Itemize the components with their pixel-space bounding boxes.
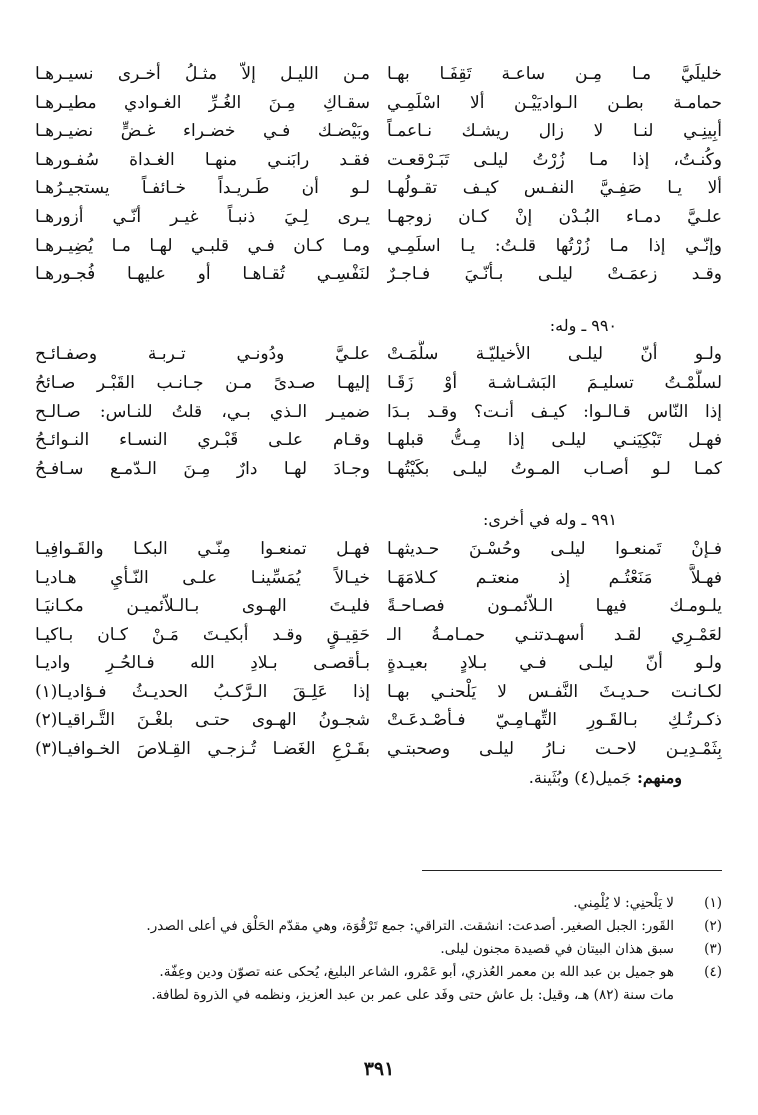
verse-line: ومـا كـان فـي قلبـي لهـا مـا يُضِيـرهـا (35, 235, 370, 256)
left-column (35, 60, 370, 764)
verse-line: كمـا لـو أصـاب المـوتُ ليلـى بكَيْتُهـا (387, 458, 722, 479)
verse-line: ذكـرتُـكِ بـالقَـورِ التِّهـامِـيّ فـأصْـدعَـتْ (387, 710, 722, 731)
poem-block-3-right (387, 535, 722, 764)
footnote (32, 892, 722, 915)
spacer (35, 483, 370, 506)
footnote-number: (٤) (704, 964, 722, 980)
poem-block-2-right (387, 340, 722, 483)
footnote (32, 961, 722, 984)
footnote-text: هو جميل بن عبد الله بن معمر العُذري، أبو عَمْرو، الشاعر البليغ، يُحكى عنه تصوّن ودين وعِفّة. (159, 964, 674, 980)
verse-line: إليهـا صـدىً مـن جـانـب القَبْـر صـائحُ (35, 372, 370, 393)
spacer (35, 289, 370, 312)
blank-line (35, 506, 370, 535)
footnotes (32, 892, 722, 1007)
intro-names: جَميل(٤) وبُثَينة. (528, 767, 632, 787)
page-number: ٣٩١ (363, 1058, 395, 1080)
verse-line: يـرى لِـيَ ذنبـاً غيـر أنّـي أزورهـا (35, 206, 370, 227)
verse-line: ضميـر الـذي بـي، قلتُ للنـاس: صـالـح (35, 401, 370, 422)
verse-line: وقـد زعمَـتْ ليلـى بـأنّـيَ فـاجـرٌ (387, 264, 722, 285)
verse-line: لعَمْـرِي لقـد أسهـدتنـي حمـامـةُ الـ (387, 624, 722, 645)
verse-line: إذا عَلِـقَ الـرَّكـبُ الحديـثُ فـؤاديـا(١) (35, 681, 370, 702)
right-column (387, 60, 722, 792)
verse-line: فليـتَ الهـوى بـالـلاّئميـن مكـانيَـا (35, 596, 370, 617)
verse-line: ألا يـا صَفِـيَّ النفـس كيـف تقـولُهـا (387, 178, 722, 199)
verse-line: فهـل تَبْكِيَنـي ليلـى إذا مِـتُّ قبلهـا (387, 430, 722, 451)
verse-line: وبَيْضـك فـي خضـراء غـضٍّ نضيـرهـا (35, 121, 370, 142)
verse-line: لنَفْسِـي تُقـاهـا أو عليهـا فُجـورهـا (35, 264, 370, 285)
verse-line: أبِينِـي لنـا لا زال ريشـك نـاعمـاً (387, 121, 722, 142)
verse-line: ولـو أنّ ليلـى الأخيليّـة سلَّمَـتْ (387, 344, 722, 365)
verse-line: بقَـرْعِ الغَضـا تُـزجـي القِـلاصَ الخـوافيـا(٣) (35, 739, 370, 760)
section-heading-990: ٩٩٠ ـ وله: (549, 315, 617, 335)
footnote-text: القَور: الجبل الصغير. أصدعت: انشقت. التراقي: جمع تَرْقُوَة، وهي مقدّم الحَلْق في أعلى الصدر. (146, 918, 674, 934)
verse-line: مـن الليـل إلاّ مثـلُ أخـرى نسيـرهـا (35, 64, 370, 84)
footnote (32, 915, 722, 938)
verse-line: فهـل تمنعـوا مِنّـي البكـا والقَـوافِيـا (35, 538, 370, 559)
verse-line: لكـانـت حـديـثَ النَّفـس لا يَلْحنـي بهـا (387, 681, 722, 702)
verse-line: بِثَمْـدِيـن لاحـت نـارُ ليلـى وصحبتـي (387, 739, 722, 760)
verse-line: خيـالاً يُمَسِّينـا علـى النّـأْيِ هـاديـا (35, 567, 370, 588)
poem-block-2-left (35, 340, 370, 483)
verse-line: إذا النّاس قـالـوا: كيـف أنـت؟ وقـد بـدَا (387, 401, 722, 422)
verse-line: وجـادَ لهـا دارٌ مِـنَ الـدّمـع سـافـحُ (35, 458, 370, 479)
verse-line: حَقِيـقٍ وقـد أبكيـتَ مَـنْ كـان بـاكيـا (35, 624, 370, 645)
verse-line: وإنّـي إذا مـا زُرْتُها قلـتُ: يـا اسلَمِـي (387, 235, 722, 256)
verse-line: فقـد رابَنـي منهـا الغـداة سُفـورهـا (35, 149, 370, 170)
poem-block-3-left (35, 535, 370, 764)
spacer (387, 483, 722, 506)
verse-line: سقـاكِ مِـنَ الغُـرِّ الغـوادي مطيـرهـا (35, 92, 370, 113)
footnote-text: سبق هذان البيتان في قصيدة مجنون ليلى. (440, 941, 674, 957)
footnote (32, 938, 722, 961)
verse-line: وكُنـتُ، إذا مـا زُرْتُ ليلـى تَبَـرْقعـت (387, 149, 722, 170)
blank-line (35, 312, 370, 341)
footnote-text: لا يَلْحنِي: لا يُلْمِني. (573, 895, 674, 911)
footnote-divider (422, 870, 722, 871)
verse-line: لسلَّمْـتُ تسليـمَ البَشـاشـة أوْ زَقَـا (387, 372, 722, 393)
verse-line: بـأقصـى بـلادِ الله فـالحُـرِ واديـا (35, 653, 370, 674)
section-heading-991: ٩٩١ ـ وله في أخرى: (482, 510, 617, 530)
verse-line: علـيَّ دمـاء البُـدْن إنْ كـان زوجهـا (387, 206, 722, 227)
verse-line: فهـلاَّ مَنَعْتُـم إذ منعتـم كـلامَهَـا (387, 567, 722, 588)
verse-line: ولـو أنّ ليلـى فـي بـلادٍ بعيـدةٍ (387, 653, 722, 674)
footnote-number: (٣) (704, 941, 722, 957)
verse-line: علـيَّ ودُونـي تـربـة وصفـائـح (35, 344, 370, 365)
footnote-continuation: مات سنة (٨٢) هـ، وقيل: بل عاش حتى وفَد على عمر بن عبد العزيز، ونظمه في الذروة لطافة. (151, 987, 674, 1003)
section-intro-jamil-buthayna (387, 764, 722, 793)
verse-line: فـإنْ تَمنعـوا ليلـى وحُسْـنَ حـديثهـا (387, 538, 722, 559)
verse-line: لـو أن طَـريـداً خـائفـاً يستجيـرُهـا (35, 178, 370, 199)
footnote-number: (٢) (704, 918, 722, 934)
spacer (387, 289, 722, 312)
poem-block-1-right (387, 60, 722, 289)
footnote-number: (١) (704, 895, 722, 911)
verse-line: شجـونُ الهـوى حتـى بلغْـنَ التَّـراقيـا(٢) (35, 710, 370, 731)
verse-line: يلـومـك فيهـا الـلاّئمـون فصـاحـةً (387, 596, 722, 617)
intro-label: ومنهم: (636, 767, 682, 787)
verse-line: خليلَيَّ مـا مِـن ساعـة تَقِفَـا بهـا (387, 64, 722, 84)
verse-line: حمامـة بطـن الـواديَيْـن ألا اسْلَمِـي (387, 92, 722, 113)
poem-block-1-left (35, 60, 370, 289)
verse-line: وقـام علـى قَبْـري النسـاء النـوائـحُ (35, 430, 370, 451)
